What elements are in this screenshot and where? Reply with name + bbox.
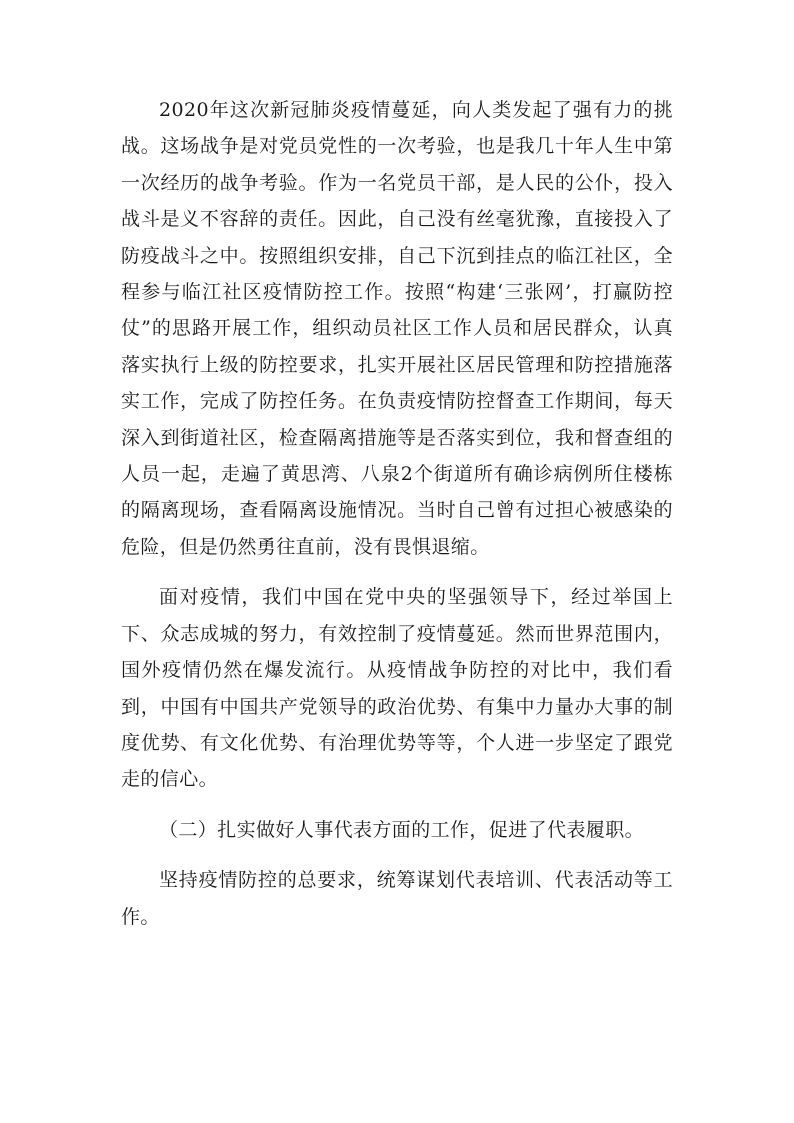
document-body (121, 92, 673, 935)
paragraph-representative-training: 坚持疫情防控的总要求，统筹谋划代表培训、代表活动等工作。 (121, 869, 673, 928)
section-heading-representative-work: （二）扎实做好人事代表方面的工作，促进了代表履职。 (159, 818, 645, 841)
paragraph-epidemic-frontline: 2020年这次新冠肺炎疫情蔓延，向人类发起了强有力的挑战。这场战争是对党员党性的一次考验，也是我几十年人生中第一次经历的战争考验。作为一名党员干部，是人民的公仆，投入战斗是义不容辞的责任。因此，自己没有丝毫犹豫，直接投入了防疫战斗之中。按照组织安排，自己下沉到挂点的临江社区，全程参与临江社区疫情防控工作。按照“构建‘三张网’，打赢防控仗”的思路开展工作，组织动员社区工作人员和居民群众，认真落实执行上级的防控要求，扎实开展社区居民管理和防控措施落实工作，完成了防控任务。在负责疫情防控督查工作期间，每天深入到街道社区，检查隔离措施等是否落实到位，我和督查组的人员一起，走遍了黄思湾、八泉2个街道所有确诊病例所住楼栋的隔离现场，查看隔离设施情况。当时自己曾有过担心被感染的危险，但是仍然勇往直前，没有畏惧退缩。 (121, 99, 673, 558)
paragraph-party-leadership: 面对疫情，我们中国在党中央的坚强领导下，经过举国上下、众志成城的努力，有效控制了疫情蔓延。然而世界范围内，国外疫情仍然在爆发流行。从疫情战争防控的对比中，我们看到，中国有中国共产党领导的政治优势、有集中力量办大事的制度优势、有文化优势、有治理优势等等，个人进一步坚定了跟党走的信心。 (121, 586, 673, 791)
